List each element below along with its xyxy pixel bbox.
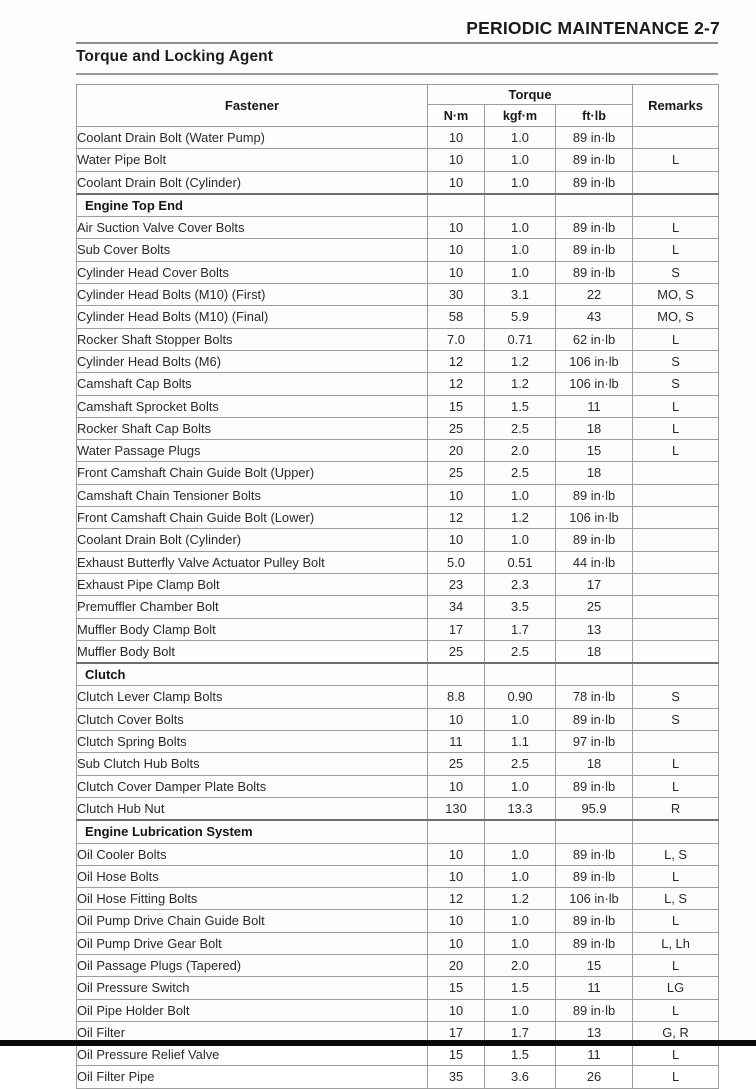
cell-fastener: Exhaust Butterfly Valve Actuator Pulley Bolt xyxy=(77,551,428,573)
table-group-row xyxy=(77,820,719,843)
table-row xyxy=(77,484,719,506)
table-group-row xyxy=(77,663,719,686)
cell-nm: 15 xyxy=(428,977,485,999)
cell-ftlb: 17 xyxy=(556,573,633,595)
cell-remarks xyxy=(633,127,719,149)
cell-remarks xyxy=(633,820,719,843)
cell-nm: 10 xyxy=(428,529,485,551)
cell-nm: 12 xyxy=(428,350,485,372)
table-body xyxy=(77,127,719,1089)
cell-fastener: Premuffler Chamber Bolt xyxy=(77,596,428,618)
cell-kgfm: 1.5 xyxy=(485,1044,556,1066)
table-row xyxy=(77,932,719,954)
cell-nm xyxy=(428,820,485,843)
cell-remarks xyxy=(633,640,719,663)
page-bottom-clip xyxy=(0,1040,756,1046)
table-row xyxy=(77,149,719,171)
table-row xyxy=(77,350,719,372)
cell-nm: 10 xyxy=(428,708,485,730)
cell-kgfm: 3.1 xyxy=(485,284,556,306)
cell-remarks: L xyxy=(633,775,719,797)
cell-nm: 34 xyxy=(428,596,485,618)
table-row xyxy=(77,1066,719,1088)
cell-remarks xyxy=(633,596,719,618)
table-row xyxy=(77,373,719,395)
cell-nm: 7.0 xyxy=(428,328,485,350)
column-header-ftlb: ft·lb xyxy=(556,105,633,127)
cell-remarks xyxy=(633,484,719,506)
column-header-kgfm: kgf·m xyxy=(485,105,556,127)
cell-fastener: Oil Pump Drive Chain Guide Bolt xyxy=(77,910,428,932)
cell-nm: 11 xyxy=(428,731,485,753)
cell-kgfm: 1.5 xyxy=(485,977,556,999)
cell-fastener: Oil Cooler Bolts xyxy=(77,843,428,865)
cell-ftlb: 22 xyxy=(556,284,633,306)
cell-nm: 58 xyxy=(428,306,485,328)
cell-kgfm: 5.9 xyxy=(485,306,556,328)
cell-fastener: Oil Hose Bolts xyxy=(77,865,428,887)
cell-fastener: Oil Filter Pipe xyxy=(77,1066,428,1088)
cell-kgfm: 2.0 xyxy=(485,954,556,976)
cell-nm: 17 xyxy=(428,618,485,640)
table-row xyxy=(77,217,719,239)
cell-nm: 30 xyxy=(428,284,485,306)
cell-ftlb: 18 xyxy=(556,640,633,663)
cell-fastener: Sub Clutch Hub Bolts xyxy=(77,753,428,775)
cell-nm: 10 xyxy=(428,261,485,283)
cell-fastener: Coolant Drain Bolt (Cylinder) xyxy=(77,171,428,194)
torque-table xyxy=(76,84,719,1089)
cell-kgfm: 1.0 xyxy=(485,484,556,506)
cell-ftlb: 89 in·lb xyxy=(556,261,633,283)
table-row xyxy=(77,954,719,976)
cell-kgfm: 1.5 xyxy=(485,395,556,417)
cell-fastener: Water Passage Plugs xyxy=(77,440,428,462)
table-row xyxy=(77,462,719,484)
cell-kgfm: 1.0 xyxy=(485,932,556,954)
column-header-torque-group: Torque xyxy=(428,85,633,105)
cell-ftlb: 78 in·lb xyxy=(556,686,633,708)
cell-kgfm: 1.7 xyxy=(485,618,556,640)
cell-remarks xyxy=(633,573,719,595)
cell-ftlb: 89 in·lb xyxy=(556,127,633,149)
cell-remarks xyxy=(633,551,719,573)
table-row xyxy=(77,395,719,417)
cell-remarks: L xyxy=(633,217,719,239)
table-row xyxy=(77,731,719,753)
section-rule xyxy=(76,73,718,75)
table-row xyxy=(77,328,719,350)
cell-nm: 12 xyxy=(428,888,485,910)
cell-ftlb: 62 in·lb xyxy=(556,328,633,350)
table-row xyxy=(77,284,719,306)
cell-fastener: Clutch Spring Bolts xyxy=(77,731,428,753)
cell-nm: 10 xyxy=(428,149,485,171)
cell-nm: 20 xyxy=(428,440,485,462)
cell-ftlb: 89 in·lb xyxy=(556,217,633,239)
table-row xyxy=(77,888,719,910)
cell-kgfm: 0.51 xyxy=(485,551,556,573)
cell-fastener: Coolant Drain Bolt (Water Pump) xyxy=(77,127,428,149)
cell-fastener: Oil Filter xyxy=(77,1021,428,1043)
cell-kgfm: 1.2 xyxy=(485,373,556,395)
cell-nm: 10 xyxy=(428,775,485,797)
cell-kgfm: 1.0 xyxy=(485,529,556,551)
cell-ftlb: 106 in·lb xyxy=(556,350,633,372)
cell-kgfm: 0.71 xyxy=(485,328,556,350)
cell-kgfm: 1.0 xyxy=(485,910,556,932)
table-row xyxy=(77,686,719,708)
table-row xyxy=(77,708,719,730)
cell-ftlb: 26 xyxy=(556,1066,633,1088)
table-row xyxy=(77,843,719,865)
cell-ftlb: 89 in·lb xyxy=(556,775,633,797)
cell-ftlb: 89 in·lb xyxy=(556,239,633,261)
cell-ftlb xyxy=(556,194,633,217)
cell-fastener: Cylinder Head Bolts (M10) (First) xyxy=(77,284,428,306)
table-row xyxy=(77,306,719,328)
cell-ftlb xyxy=(556,820,633,843)
table-row xyxy=(77,797,719,820)
cell-remarks: S xyxy=(633,373,719,395)
cell-ftlb: 89 in·lb xyxy=(556,910,633,932)
cell-ftlb: 11 xyxy=(556,395,633,417)
cell-remarks: L, S xyxy=(633,843,719,865)
cell-nm: 10 xyxy=(428,865,485,887)
cell-kgfm xyxy=(485,663,556,686)
cell-ftlb: 89 in·lb xyxy=(556,708,633,730)
cell-nm: 10 xyxy=(428,171,485,194)
cell-nm: 8.8 xyxy=(428,686,485,708)
cell-remarks: L, Lh xyxy=(633,932,719,954)
cell-nm: 12 xyxy=(428,373,485,395)
table-row xyxy=(77,261,719,283)
table-row xyxy=(77,1044,719,1066)
cell-remarks: L xyxy=(633,239,719,261)
cell-remarks: L xyxy=(633,1044,719,1066)
page-title: Torque and Locking Agent xyxy=(76,48,274,65)
cell-remarks: L xyxy=(633,865,719,887)
cell-kgfm: 1.2 xyxy=(485,507,556,529)
table-row xyxy=(77,440,719,462)
table-row xyxy=(77,596,719,618)
cell-remarks xyxy=(633,663,719,686)
cell-nm: 25 xyxy=(428,640,485,663)
cell-fastener: Cylinder Head Bolts (M10) (Final) xyxy=(77,306,428,328)
cell-ftlb: 13 xyxy=(556,618,633,640)
cell-remarks: S xyxy=(633,686,719,708)
cell-nm: 10 xyxy=(428,843,485,865)
cell-fastener: Clutch Lever Clamp Bolts xyxy=(77,686,428,708)
cell-kgfm: 2.3 xyxy=(485,573,556,595)
cell-fastener: Air Suction Valve Cover Bolts xyxy=(77,217,428,239)
cell-remarks: MO, S xyxy=(633,306,719,328)
cell-fastener: Cylinder Head Bolts (M6) xyxy=(77,350,428,372)
torque-table-wrapper xyxy=(76,84,718,1089)
cell-fastener: Oil Passage Plugs (Tapered) xyxy=(77,954,428,976)
cell-remarks: L xyxy=(633,753,719,775)
cell-kgfm: 1.0 xyxy=(485,999,556,1021)
group-label: Engine Top End xyxy=(77,194,428,217)
cell-ftlb: 11 xyxy=(556,977,633,999)
cell-nm: 10 xyxy=(428,932,485,954)
cell-ftlb: 15 xyxy=(556,954,633,976)
cell-nm: 23 xyxy=(428,573,485,595)
cell-nm: 25 xyxy=(428,462,485,484)
cell-fastener: Oil Pump Drive Gear Bolt xyxy=(77,932,428,954)
table-row xyxy=(77,171,719,194)
cell-nm: 10 xyxy=(428,484,485,506)
cell-fastener: Coolant Drain Bolt (Cylinder) xyxy=(77,529,428,551)
cell-kgfm: 1.0 xyxy=(485,217,556,239)
cell-ftlb: 89 in·lb xyxy=(556,865,633,887)
cell-fastener: Front Camshaft Chain Guide Bolt (Upper) xyxy=(77,462,428,484)
cell-ftlb: 89 in·lb xyxy=(556,484,633,506)
cell-fastener: Clutch Cover Bolts xyxy=(77,708,428,730)
table-header xyxy=(77,85,719,127)
cell-nm: 10 xyxy=(428,999,485,1021)
header-rule xyxy=(76,42,718,44)
cell-remarks: MO, S xyxy=(633,284,719,306)
cell-kgfm: 1.1 xyxy=(485,731,556,753)
cell-fastener: Clutch Cover Damper Plate Bolts xyxy=(77,775,428,797)
cell-kgfm: 1.0 xyxy=(485,171,556,194)
cell-kgfm: 1.0 xyxy=(485,865,556,887)
cell-nm: 15 xyxy=(428,395,485,417)
cell-kgfm xyxy=(485,820,556,843)
cell-kgfm: 1.2 xyxy=(485,350,556,372)
cell-nm: 10 xyxy=(428,217,485,239)
cell-kgfm: 2.5 xyxy=(485,417,556,439)
cell-ftlb: 43 xyxy=(556,306,633,328)
table-row xyxy=(77,417,719,439)
cell-remarks xyxy=(633,171,719,194)
cell-ftlb: 89 in·lb xyxy=(556,171,633,194)
cell-ftlb: 11 xyxy=(556,1044,633,1066)
cell-fastener: Oil Pressure Switch xyxy=(77,977,428,999)
table-row xyxy=(77,910,719,932)
cell-ftlb: 13 xyxy=(556,1021,633,1043)
cell-kgfm: 1.7 xyxy=(485,1021,556,1043)
cell-kgfm: 1.0 xyxy=(485,708,556,730)
table-row xyxy=(77,753,719,775)
cell-nm: 10 xyxy=(428,910,485,932)
table-row xyxy=(77,640,719,663)
cell-kgfm: 1.0 xyxy=(485,843,556,865)
cell-fastener: Camshaft Chain Tensioner Bolts xyxy=(77,484,428,506)
cell-ftlb: 18 xyxy=(556,462,633,484)
column-header-fastener: Fastener xyxy=(77,85,428,127)
column-header-nm: N·m xyxy=(428,105,485,127)
cell-nm: 12 xyxy=(428,507,485,529)
table-row xyxy=(77,865,719,887)
cell-fastener: Camshaft Sprocket Bolts xyxy=(77,395,428,417)
column-header-remarks: Remarks xyxy=(633,85,719,127)
cell-ftlb: 106 in·lb xyxy=(556,888,633,910)
cell-kgfm: 2.5 xyxy=(485,753,556,775)
table-row xyxy=(77,618,719,640)
table-row xyxy=(77,127,719,149)
cell-nm xyxy=(428,663,485,686)
cell-remarks: L xyxy=(633,440,719,462)
running-header: PERIODIC MAINTENANCE 2-7 xyxy=(466,18,720,38)
cell-ftlb: 18 xyxy=(556,753,633,775)
cell-fastener: Muffler Body Clamp Bolt xyxy=(77,618,428,640)
cell-remarks xyxy=(633,529,719,551)
cell-remarks: L xyxy=(633,417,719,439)
cell-ftlb: 25 xyxy=(556,596,633,618)
cell-fastener: Cylinder Head Cover Bolts xyxy=(77,261,428,283)
cell-kgfm: 1.0 xyxy=(485,239,556,261)
cell-ftlb xyxy=(556,663,633,686)
cell-remarks: L xyxy=(633,328,719,350)
cell-remarks xyxy=(633,731,719,753)
cell-fastener: Oil Hose Fitting Bolts xyxy=(77,888,428,910)
cell-nm: 25 xyxy=(428,753,485,775)
cell-remarks xyxy=(633,194,719,217)
cell-ftlb: 97 in·lb xyxy=(556,731,633,753)
cell-remarks: L, S xyxy=(633,888,719,910)
cell-kgfm: 1.2 xyxy=(485,888,556,910)
table-group-row xyxy=(77,194,719,217)
cell-fastener: Front Camshaft Chain Guide Bolt (Lower) xyxy=(77,507,428,529)
cell-remarks: L xyxy=(633,910,719,932)
cell-remarks: R xyxy=(633,797,719,820)
cell-ftlb: 18 xyxy=(556,417,633,439)
cell-nm: 5.0 xyxy=(428,551,485,573)
cell-kgfm: 3.6 xyxy=(485,1066,556,1088)
cell-kgfm: 13.3 xyxy=(485,797,556,820)
cell-ftlb: 106 in·lb xyxy=(556,373,633,395)
cell-nm: 17 xyxy=(428,1021,485,1043)
cell-ftlb: 89 in·lb xyxy=(556,149,633,171)
cell-kgfm: 3.5 xyxy=(485,596,556,618)
cell-ftlb: 106 in·lb xyxy=(556,507,633,529)
cell-nm: 10 xyxy=(428,239,485,261)
cell-fastener: Sub Cover Bolts xyxy=(77,239,428,261)
cell-remarks: L xyxy=(633,1066,719,1088)
cell-fastener: Exhaust Pipe Clamp Bolt xyxy=(77,573,428,595)
cell-remarks: L xyxy=(633,999,719,1021)
cell-fastener: Camshaft Cap Bolts xyxy=(77,373,428,395)
cell-remarks: S xyxy=(633,261,719,283)
cell-nm: 15 xyxy=(428,1044,485,1066)
table-row xyxy=(77,573,719,595)
cell-nm: 10 xyxy=(428,127,485,149)
cell-nm xyxy=(428,194,485,217)
cell-fastener: Oil Pressure Relief Valve xyxy=(77,1044,428,1066)
cell-kgfm: 1.0 xyxy=(485,261,556,283)
cell-remarks: L xyxy=(633,954,719,976)
cell-kgfm: 2.0 xyxy=(485,440,556,462)
cell-fastener: Rocker Shaft Cap Bolts xyxy=(77,417,428,439)
cell-ftlb: 44 in·lb xyxy=(556,551,633,573)
table-row xyxy=(77,775,719,797)
cell-remarks: L xyxy=(633,395,719,417)
cell-kgfm xyxy=(485,194,556,217)
cell-remarks xyxy=(633,618,719,640)
cell-fastener: Rocker Shaft Stopper Bolts xyxy=(77,328,428,350)
group-label: Clutch xyxy=(77,663,428,686)
table-row xyxy=(77,551,719,573)
table-row xyxy=(77,999,719,1021)
cell-ftlb: 95.9 xyxy=(556,797,633,820)
cell-remarks: L xyxy=(633,149,719,171)
table-row xyxy=(77,507,719,529)
cell-ftlb: 15 xyxy=(556,440,633,462)
cell-remarks xyxy=(633,462,719,484)
cell-ftlb: 89 in·lb xyxy=(556,843,633,865)
cell-nm: 20 xyxy=(428,954,485,976)
cell-fastener: Water Pipe Bolt xyxy=(77,149,428,171)
group-label: Engine Lubrication System xyxy=(77,820,428,843)
cell-kgfm: 1.0 xyxy=(485,127,556,149)
cell-kgfm: 0.90 xyxy=(485,686,556,708)
cell-nm: 25 xyxy=(428,417,485,439)
cell-nm: 35 xyxy=(428,1066,485,1088)
table-row xyxy=(77,977,719,999)
cell-ftlb: 89 in·lb xyxy=(556,932,633,954)
cell-remarks: G, R xyxy=(633,1021,719,1043)
cell-fastener: Muffler Body Bolt xyxy=(77,640,428,663)
cell-remarks: S xyxy=(633,350,719,372)
cell-ftlb: 89 in·lb xyxy=(556,529,633,551)
cell-kgfm: 1.0 xyxy=(485,775,556,797)
cell-kgfm: 2.5 xyxy=(485,640,556,663)
cell-kgfm: 1.0 xyxy=(485,149,556,171)
cell-kgfm: 2.5 xyxy=(485,462,556,484)
cell-remarks: S xyxy=(633,708,719,730)
table-row xyxy=(77,239,719,261)
cell-remarks xyxy=(633,507,719,529)
cell-fastener: Oil Pipe Holder Bolt xyxy=(77,999,428,1021)
cell-fastener: Clutch Hub Nut xyxy=(77,797,428,820)
table-row xyxy=(77,529,719,551)
cell-ftlb: 89 in·lb xyxy=(556,999,633,1021)
cell-remarks: LG xyxy=(633,977,719,999)
cell-nm: 130 xyxy=(428,797,485,820)
